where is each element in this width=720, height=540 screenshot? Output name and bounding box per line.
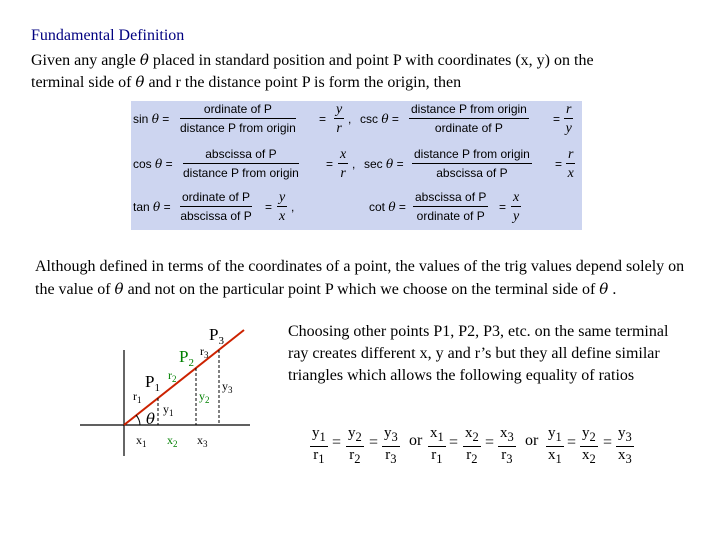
y3-label: $y_3$	[222, 379, 233, 395]
p3-label: $P_3$	[209, 325, 224, 347]
csc-var-fraction: $\frac{r}{y}$	[565, 102, 572, 136]
p1-label: $P_1$	[145, 372, 160, 394]
tan-word-fraction: ordinate of P abscissa of P	[180, 190, 252, 223]
sec-var-fraction: $\frac{r}{x}$	[567, 147, 574, 181]
ratio-y2-r2: $\frac{y_2}{r_2}$	[348, 425, 362, 466]
theta-angle-label: θ	[146, 410, 156, 428]
equals-sign: =	[555, 157, 563, 171]
cot-var-fraction: $\frac{x}{y}$	[513, 190, 520, 224]
sec-label: sec θ =	[364, 157, 404, 171]
comma: ,	[352, 157, 356, 171]
cos-var-fraction: $\frac{x}{r}$	[340, 147, 347, 181]
sin-word-fraction: ordinate of P distance P from origin	[180, 102, 296, 135]
ratio-y2-x2: $\frac{y_2}{x_2}$	[582, 425, 596, 466]
equals-sign: =	[603, 434, 613, 451]
equals-sign: =	[369, 434, 379, 451]
para2-text-a: Although defined in terms of the coordinates of a point, the values of the trig values depend solely on the value of	[35, 258, 685, 298]
cot-word-fraction: abscissa of P ordinate of P	[415, 190, 487, 223]
tan-var-fraction: $\frac{y}{x}$	[279, 190, 286, 224]
r1-label: $r_1$	[133, 389, 142, 405]
ratio-x3-r3: $\frac{x_3}{r_3}$	[500, 425, 514, 466]
ratio-y1-r1: $\frac{y_1}{r_1}$	[312, 425, 326, 466]
theta-symbol: θ	[114, 280, 124, 298]
ratio-y3-r3: $\frac{y_3}{r_3}$	[384, 425, 398, 466]
or-word: or	[525, 432, 539, 449]
r2-label: $r_2$	[168, 368, 177, 384]
equals-sign: =	[326, 157, 334, 171]
theta-symbol: θ	[135, 73, 145, 91]
dependence-paragraph	[35, 256, 695, 301]
page-title: Fundamental Definition	[31, 27, 185, 44]
definitions-table	[131, 101, 582, 230]
para2-text-b: and not on the particular point P which we choose on the terminal side of	[123, 281, 600, 298]
sin-label: sin θ =	[133, 112, 170, 126]
sec-word-fraction: distance P from origin abscissa of P	[414, 147, 530, 180]
csc-word-fraction: distance P from origin ordinate of P	[411, 102, 527, 135]
comma: ,	[291, 200, 295, 214]
sin-var-fraction: $\frac{y}{r}$	[336, 102, 343, 136]
intro-line-2	[31, 71, 461, 94]
ratio-x1-r1: $\frac{x_1}{r_1}$	[430, 425, 444, 466]
tan-label: tan θ =	[133, 200, 171, 214]
similar-triangles-paragraph: Choosing other points P1, P2, P3, etc. on the same terminal ray creates different x, y and r’s but they all define similar triangles which allows the following equality of ratios	[288, 323, 669, 384]
equals-sign: =	[319, 112, 327, 126]
intro-text-d: and r the distance point P is form the origin, then	[144, 74, 462, 91]
similar-triangles-diagram	[78, 320, 258, 460]
equals-sign: =	[265, 200, 273, 214]
equals-sign: =	[553, 112, 561, 126]
equals-sign: =	[567, 434, 577, 451]
x2-label: $x_2$	[167, 433, 178, 449]
csc-label: csc θ =	[360, 112, 399, 126]
theta-symbol: θ	[599, 280, 609, 298]
cos-label: cos θ =	[133, 157, 173, 171]
y2-label: $y_2$	[199, 389, 210, 405]
comma: ,	[348, 112, 352, 126]
or-word: or	[409, 432, 423, 449]
intro-line-1	[31, 49, 594, 72]
equals-sign: =	[332, 434, 342, 451]
x1-label: $x_1$	[136, 433, 147, 449]
intro-text-b: placed in standard position and point P with coordinates (x, y) on the	[148, 52, 594, 69]
intro-text-c: terminal side of	[31, 74, 136, 91]
theta-symbol: θ	[139, 51, 149, 69]
angle-arc	[136, 415, 140, 425]
intro-text-a: Given any angle	[31, 52, 140, 69]
ratio-y3-x3: $\frac{y_3}{x_3}$	[618, 425, 632, 466]
cos-word-fraction: abscissa of P distance P from origin	[183, 147, 299, 180]
equals-sign: =	[485, 434, 495, 451]
ratio-equalities	[310, 425, 640, 470]
equals-sign: =	[449, 434, 459, 451]
p2-label: $P_2$	[179, 347, 194, 369]
equals-sign: =	[499, 200, 507, 214]
cot-label: cot θ =	[369, 200, 406, 214]
y1-label: $y_1$	[163, 402, 174, 418]
para2-text-c: .	[608, 281, 617, 298]
terminal-ray	[124, 330, 244, 425]
ratio-x2-r2: $\frac{x_2}{r_2}$	[465, 425, 479, 466]
ratio-y1-x1: $\frac{y_1}{x_1}$	[548, 425, 562, 466]
r3-label: $r_3$	[200, 344, 209, 360]
x3-label: $x_3$	[197, 433, 208, 449]
